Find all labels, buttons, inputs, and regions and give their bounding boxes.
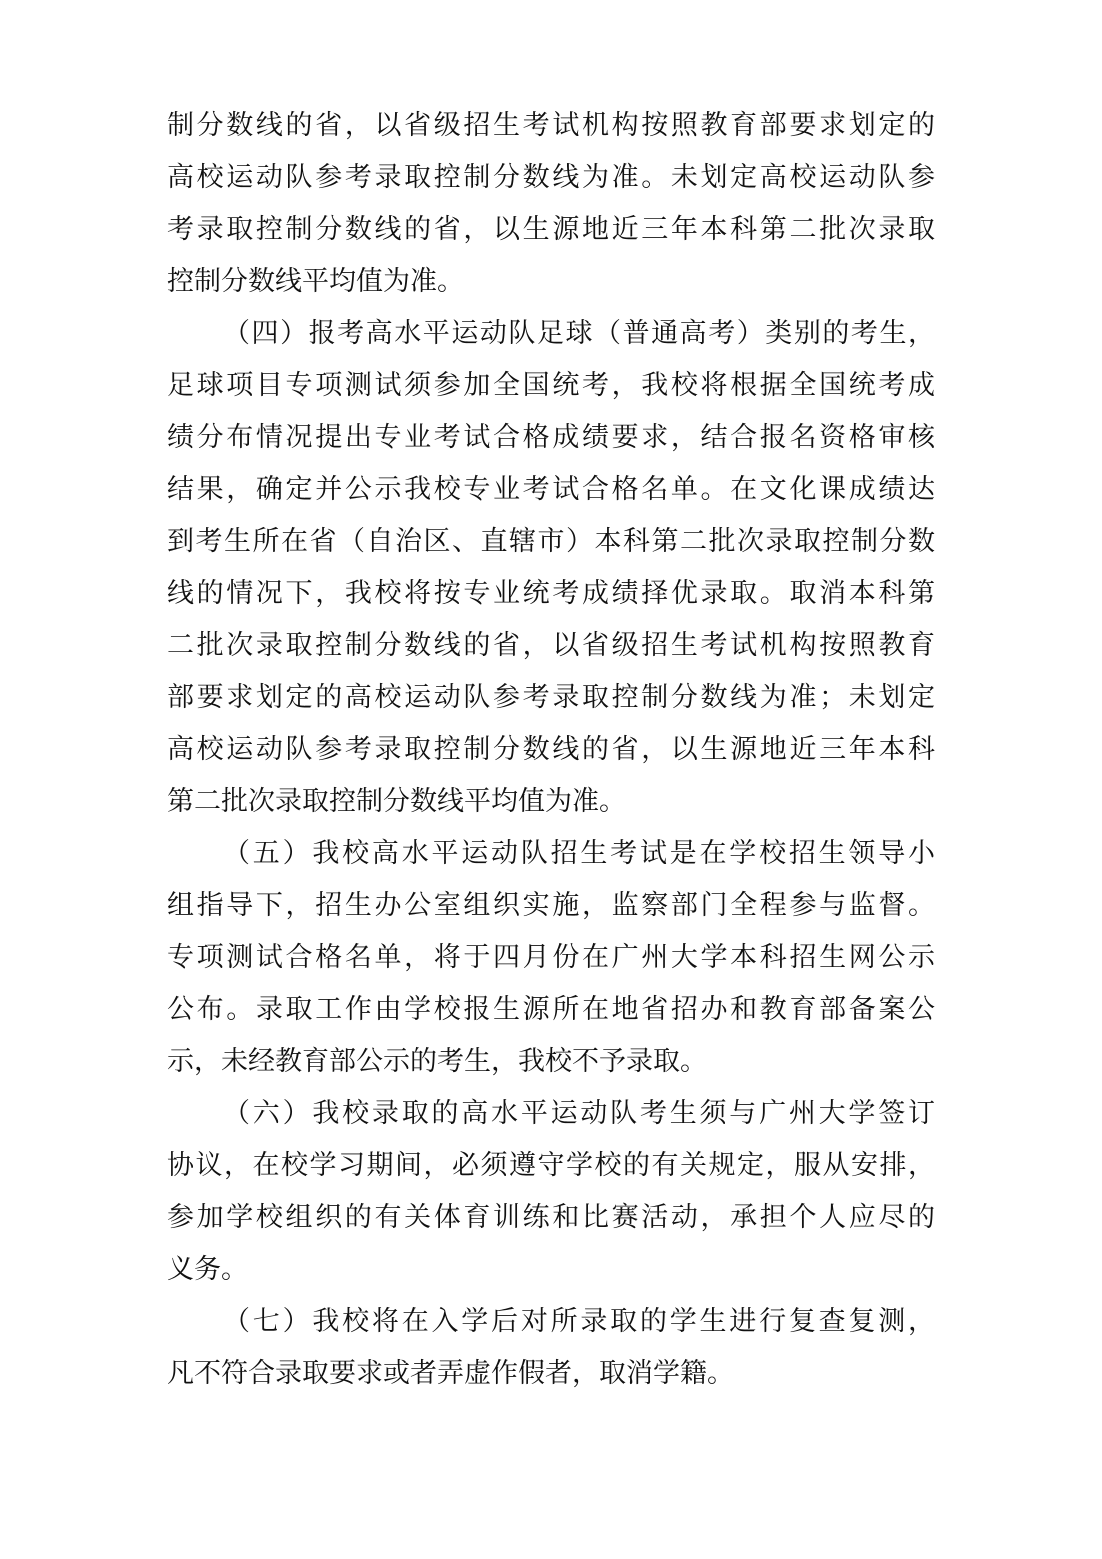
- text-line: 绩分布情况提出专业考试合格成绩要求，结合报名资格审核: [167, 422, 935, 453]
- text-line: 足球项目专项测试须参加全国统考，我校将根据全国统考成: [167, 370, 935, 401]
- text-line: 组指导下，招生办公室组织实施，监察部门全程参与监督。: [167, 890, 935, 921]
- text-line: 凡不符合录取要求或者弄虚作假者，取消学籍。: [167, 1358, 734, 1389]
- text-line: 公布。录取工作由学校报生源所在地省招办和教育部备案公: [167, 994, 935, 1025]
- text-line: 协议，在校学习期间，必须遵守学校的有关规定，服从安排，: [167, 1150, 935, 1181]
- text-line: 高校运动队参考录取控制分数线的省，以生源地近三年本科: [167, 734, 935, 765]
- text-line: （四）报考高水平运动队足球（普通高考）类别的考生，: [223, 318, 935, 349]
- text-line: 义务。: [167, 1254, 248, 1285]
- text-line: 控制分数线平均值为准。: [167, 266, 464, 297]
- text-line: 示，未经教育部公示的考生，我校不予录取。: [167, 1046, 707, 1077]
- text-line: 第二批次录取控制分数线平均值为准。: [167, 786, 626, 817]
- text-line: 考录取控制分数线的省，以生源地近三年本科第二批次录取: [167, 214, 935, 245]
- text-line: 二批次录取控制分数线的省，以省级招生考试机构按照教育: [167, 630, 935, 661]
- text-line: 专项测试合格名单，将于四月份在广州大学本科招生网公示: [167, 942, 935, 973]
- paragraph-continuation: [167, 100, 935, 308]
- text-line: （七）我校将在入学后对所录取的学生进行复查复测，: [223, 1306, 935, 1337]
- text-line: （六）我校录取的高水平运动队考生须与广州大学签订: [223, 1098, 935, 1129]
- text-line: 线的情况下，我校将按专业统考成绩择优录取。取消本科第: [167, 578, 935, 609]
- text-line: （五）我校高水平运动队招生考试是在学校招生领导小: [223, 838, 935, 869]
- text-line: 部要求划定的高校运动队参考录取控制分数线为准；未划定: [167, 682, 935, 713]
- text-line: 结果，确定并公示我校专业考试合格名单。在文化课成绩达: [167, 474, 935, 505]
- paragraph-item-5: [167, 828, 935, 1088]
- text-line: 到考生所在省（自治区、直辖市）本科第二批次录取控制分数: [167, 526, 935, 557]
- document-page: [167, 100, 935, 1400]
- paragraph-item-7: [167, 1296, 935, 1400]
- text-line: 参加学校组织的有关体育训练和比赛活动，承担个人应尽的: [167, 1202, 935, 1233]
- paragraph-item-6: [167, 1088, 935, 1296]
- paragraph-item-4: [167, 308, 935, 828]
- text-line: 高校运动队参考录取控制分数线为准。未划定高校运动队参: [167, 162, 935, 193]
- text-line: 制分数线的省，以省级招生考试机构按照教育部要求划定的: [167, 110, 935, 141]
